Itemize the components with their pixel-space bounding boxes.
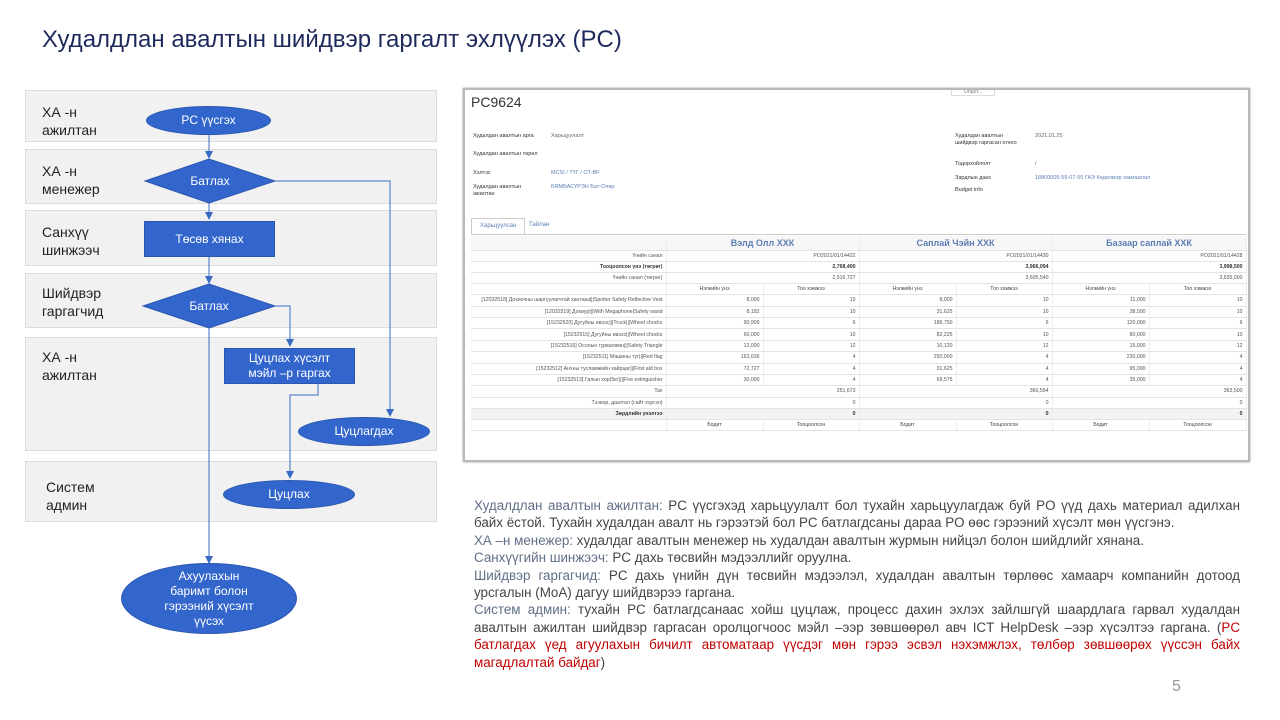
role-text: тухайн PC батлагдсанаас хойш цуцлаж, процесс дахин эхлэх зайлшгүй шаардлага гарвал худалдан авалтын ажилтан шийдвэр гаргасан оролцогчоос мэйл –ээр зөвшөөрөл авч ICT HelpDesk –ээр хүсэлтээ гаргана. ( (474, 602, 1240, 635)
table-corner (471, 236, 666, 250)
footer-rows (471, 386, 1246, 420)
item-name: [12032518] Дохиочны шаргуулагчтай хантааз|||Spotter Safety Reflective Vest (471, 295, 666, 306)
unit-price: 11,000 (1052, 295, 1149, 306)
field-label: Budget info (955, 187, 983, 193)
action-row (471, 419, 1246, 430)
table-row (471, 386, 1246, 397)
row-label: Зөрдлийн үнэлгээ (471, 408, 666, 419)
role-name: Санхүүгийн шинжээч: (474, 550, 609, 566)
quantity: 10 (1149, 306, 1246, 317)
row-value: PO2021/01/14428 (1052, 250, 1246, 261)
field-label: Худалдан авалтын шийдвэр гаргасан огноо (955, 133, 1017, 146)
lane-label: Шийдвэр гаргагчид (42, 285, 104, 319)
role-name: Шийдвэр гаргагчид: (474, 567, 601, 583)
table-row (471, 261, 1246, 272)
lane-label: Систем админ (46, 479, 95, 513)
quantity: 4 (956, 352, 1052, 363)
row-value: 0 (666, 408, 859, 419)
quantity: 10 (763, 295, 859, 306)
role-text: PC үүсгэхэд харьцуулалт бол тухайн харьцуулагдаж буй PO үүд дахь материал адилхан байх ёстой. Тухайн худалдан авалт нь гэрээтэй бол PC батлагдсаны дараа PO өөс гэрээний хүсэлт мөн үүсгэнэ. (474, 498, 1240, 531)
quantity: 4 (763, 352, 859, 363)
review-label: Төсөв хянах (175, 231, 244, 246)
col-header: Нэгжийн үнэ (1052, 284, 1149, 295)
end-oval (121, 563, 297, 634)
row-value: 360,554 (859, 386, 1052, 397)
cancelled-oval (298, 417, 430, 446)
action-calculated[interactable]: Тооцоолсон (763, 419, 859, 430)
field-value: MCSI / ТҮГ / OT-BF (551, 170, 600, 176)
unit-price: 120,000 (1052, 318, 1149, 329)
quantity: 6 (1149, 318, 1246, 329)
quantity: 10 (956, 306, 1052, 317)
item-name: [15232511] Машины туг|||Red flag (471, 352, 666, 363)
table-row (471, 295, 1246, 306)
start-label: PC үүсгэх (181, 113, 236, 127)
role-name: Систем админ: (474, 602, 571, 618)
field-value: БЯМБАСҮРЭН Бат-Очир (551, 184, 615, 190)
field-value: / (1035, 161, 1037, 167)
cancelled-label: Цуцлагдах (334, 424, 394, 438)
quantity: 10 (763, 306, 859, 317)
quantity: 10 (956, 295, 1052, 306)
action-calculated[interactable]: Тооцоолсон (956, 419, 1052, 430)
table-row (471, 363, 1246, 374)
role-descriptions (474, 497, 1240, 671)
unit-price: 189,750 (859, 318, 956, 329)
approve-label-1: Батлах (190, 174, 230, 188)
role-text: PC дахь үнийн дүн төсвийн мэдээлэл, худалдан авалтын төрлөөс хамаарч компанийн дотоод урсгалын (MoA) дагуу шийдвэрээ гаргана. (474, 567, 1240, 601)
item-name: [15232516] Осолын гурвалжин|||Safety Triangle (471, 340, 666, 351)
field-label: Тодорхойлолт (955, 161, 991, 167)
quantity: 4 (956, 363, 1052, 374)
table-row (471, 340, 1246, 351)
column-header-row (471, 284, 1246, 295)
warning-text: PC батлагдах үед агуулахын бичилт автоматаар үүсдэг мөн гэрээ эсвэл нэхэмжлэх, төлбөр зөвшөөрөх үүссэн байх магадлалтай байдаг (474, 619, 1240, 670)
row-value: 363,500 (1052, 386, 1246, 397)
unit-price: 69,575 (859, 374, 956, 385)
quantity: 4 (1149, 352, 1246, 363)
end-label: Ахуулахын баримт болон гэрээний хүсэлт үүсэх (164, 568, 254, 628)
tab-divider (471, 234, 1246, 235)
row-value: 0 (859, 397, 1052, 408)
send-cancel-label: Цуцлах хүсэлт мэйл –р гаргах (248, 351, 331, 380)
lane-label: Санхүү шинжээч (42, 224, 100, 258)
table-row (471, 408, 1246, 419)
action-actual[interactable]: Бодит (1052, 419, 1149, 430)
quantity: 4 (763, 374, 859, 385)
row-label: Үнийн санал (471, 250, 666, 261)
item-name: [15232515] Дугуйны ивээс|||Wheel chocks (471, 329, 666, 340)
unit-price: 15,000 (1052, 340, 1149, 351)
col-header: Нэгжийн үнэ (666, 284, 763, 295)
row-value: 3,966,094 (859, 261, 1052, 272)
pc-id: PC9624 (471, 94, 522, 110)
unit-price: 82,225 (859, 329, 956, 340)
role-text-close: ) (600, 654, 606, 670)
vendor-header-row (471, 236, 1246, 250)
summary-rows (471, 250, 1246, 284)
unit-price: 95,000 (1052, 363, 1149, 374)
row-value: 3,635,000 (1052, 272, 1246, 283)
row-value: 0 (666, 397, 859, 408)
field-label: Хэлтэс (473, 170, 491, 176)
desc-decision-makers (474, 567, 1240, 602)
send-cancel-request-box (224, 348, 355, 384)
item-name: [12032519] Дохиур|||With Megaphone|Safety wand (471, 306, 666, 317)
unit-price: 10,120 (859, 340, 956, 351)
item-name: [15232513] Галын хор(5кг)|||Fire extinguisher (471, 374, 666, 385)
unit-price: 38,500 (1052, 306, 1149, 317)
top-button[interactable]: Огцол... (951, 88, 995, 96)
role-name: Худалдлан авалтын ажилтан: (474, 498, 663, 513)
unit-price: 8,182 (666, 306, 763, 317)
vendor-name: Саплай Чэйн ХХК (859, 236, 1052, 250)
field-value: 18800005-55-07-55 ГАЭ Кеделмэр хамгаалал (1035, 175, 1151, 181)
quantity: 12 (763, 340, 859, 351)
budget-review-box (144, 221, 275, 257)
tab-comparison[interactable]: Харьцуулсан (471, 218, 525, 234)
page-number: 5 (1172, 678, 1181, 695)
field-value: Харьцуулалт (551, 133, 585, 139)
field-label: Худалдан авалтын ажилтан (473, 184, 522, 197)
row-value: 2,768,400 (666, 261, 859, 272)
action-actual[interactable]: Бодит (859, 419, 956, 430)
vendor-name: Базаар саплай ХХК (1052, 236, 1246, 250)
unit-price: 80,000 (1052, 329, 1149, 340)
action-calculated[interactable]: Тооцоолсон (1149, 419, 1246, 430)
table-row (471, 318, 1246, 329)
table-row (471, 306, 1246, 317)
desc-procurement-manager (474, 532, 1240, 549)
pc-form-screenshot (463, 88, 1250, 462)
table-row (471, 352, 1246, 363)
quantity: 10 (1149, 295, 1246, 306)
cancel-oval (223, 480, 355, 509)
col-header: Тоо хэмжээ (956, 284, 1052, 295)
item-name: [15232512] Анхны тусламжийн хайрцаг|||First aid box (471, 363, 666, 374)
vendor-name: Вэлд Олл ХХК (666, 236, 859, 250)
quantity: 6 (956, 318, 1052, 329)
col-header: Нэгжийн үнэ (859, 284, 956, 295)
cancel-label: Цуцлах (268, 487, 310, 501)
row-label: Tax (471, 386, 666, 397)
table-row (471, 397, 1246, 408)
row-label: Үнийн санал (төгрөг) (471, 272, 666, 283)
row-label: Тээвэр, даатгал (сайт хүргэл) (471, 397, 666, 408)
desc-procurement-officer (474, 497, 1240, 532)
quantity: 6 (763, 318, 859, 329)
field-value: 2021.01.25 (1035, 133, 1063, 139)
row-value: 3,605,540 (859, 272, 1052, 283)
quantity: 10 (956, 329, 1052, 340)
table-row (471, 374, 1246, 385)
unit-price: 8,000 (859, 295, 956, 306)
table-row (471, 250, 1246, 261)
unit-price: 163,636 (666, 352, 763, 363)
start-create-pc (146, 106, 271, 135)
item-name: [15232520] Дугуйны ивээс|||Truck|||Wheel chocks (471, 318, 666, 329)
unit-price: 60,000 (666, 329, 763, 340)
unit-price: 31,625 (859, 363, 956, 374)
row-value: 0 (1052, 408, 1246, 419)
role-text: худалдаг авалтын менежер нь худалдан авалтын журмын нийцэл болон шийдлийг хянана. (573, 532, 1144, 548)
unit-price: 8,000 (666, 295, 763, 306)
role-name: ХА –н менежер: (474, 532, 574, 548)
field-label: Зардлын данс (955, 175, 992, 181)
unit-price: 72,727 (666, 363, 763, 374)
row-label: Тооцоолсон үнэ (төгрөг) (471, 261, 666, 272)
lane-label: ХА -н ажилтан (42, 349, 97, 383)
quantity: 4 (1149, 374, 1246, 385)
row-value: PO2021/01/14430 (859, 250, 1052, 261)
table-corner (471, 419, 666, 430)
action-actual[interactable]: Бодит (666, 419, 763, 430)
col-header: Тоо хэмжээ (1149, 284, 1246, 295)
unit-price: 230,000 (1052, 352, 1149, 363)
quantity: 10 (763, 329, 859, 340)
lane-label: ХА -н менежер (42, 163, 100, 197)
unit-price: 250,000 (859, 352, 956, 363)
item-rows (471, 295, 1246, 386)
quantity: 12 (956, 340, 1052, 351)
quantity: 10 (1149, 329, 1246, 340)
role-text: PC дахь төсвийн мэдээллийг оруулна. (608, 550, 852, 566)
table-corner (471, 284, 666, 295)
unit-price: 30,000 (666, 374, 763, 385)
row-value: 2,516,727 (666, 272, 859, 283)
unit-price: 35,000 (1052, 374, 1149, 385)
row-value: 251,673 (666, 386, 859, 397)
unit-price: 90,909 (666, 318, 763, 329)
unit-price: 12,000 (666, 340, 763, 351)
row-value: PO2021/01/14432 (666, 250, 859, 261)
row-value: 0 (1052, 397, 1246, 408)
comparison-table (471, 236, 1247, 431)
quantity: 4 (1149, 363, 1246, 374)
row-value: 3,998,500 (1052, 261, 1246, 272)
tab-report[interactable]: Тайлан (529, 222, 550, 228)
quantity: 4 (763, 363, 859, 374)
row-value: 0 (859, 408, 1052, 419)
quantity: 12 (1149, 340, 1246, 351)
slide-title: Худалдлан авалтын шийдвэр гаргалт эхлүүлэх (PC) (42, 26, 622, 53)
col-header: Тоо хэмжээ (763, 284, 859, 295)
desc-system-admin (474, 601, 1240, 671)
desc-finance-analyst (474, 549, 1240, 566)
quantity: 4 (956, 374, 1052, 385)
table-row (471, 272, 1246, 283)
lane-label: ХА -н ажилтан (42, 104, 97, 138)
approve-label-2: Батлах (189, 299, 229, 313)
field-label: Худалдан авалтын арга (473, 133, 534, 139)
table-row (471, 329, 1246, 340)
field-label: Худалдан авалтын төрөл (473, 151, 538, 157)
unit-price: 31,625 (859, 306, 956, 317)
